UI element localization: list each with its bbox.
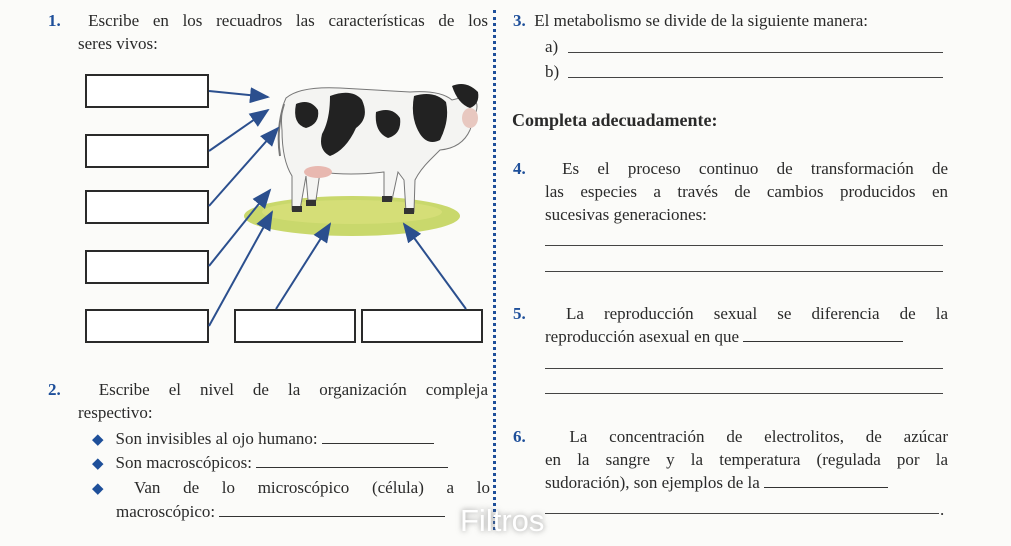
q5-line2: reproducción asexual en que (545, 327, 739, 346)
q6-blank-inline[interactable] (764, 473, 888, 488)
q4-line1: Es el proceso continuo de transformación de (562, 159, 948, 178)
q5-blank-1[interactable] (545, 368, 943, 369)
q3-option-a (545, 35, 558, 58)
q3-option-b (545, 60, 559, 83)
arrow-7 (404, 224, 466, 309)
q2-bullet-3 (92, 476, 490, 501)
column-divider (493, 10, 496, 530)
q6-blank-1[interactable] (545, 513, 939, 514)
grass-highlight (262, 200, 442, 224)
q4-line3: sucesivas generaciones: (545, 205, 707, 224)
q5-blank-inline[interactable] (743, 327, 903, 342)
q2-bullet-3-text: Van de lo microscópico (célula) a lo (133, 478, 490, 497)
q3-line: El metabolismo se divide de la siguiente manera: (534, 11, 869, 30)
q2-line2: respectivo: (78, 403, 153, 422)
q6-line2: en la sangre y la temperatura (regulada por la (545, 450, 948, 469)
q6-line3: sudoración), son ejemplos de la (545, 473, 760, 492)
q5-number: 5. (513, 304, 526, 323)
q4-blank-2[interactable] (545, 271, 943, 272)
q4-text (513, 157, 948, 226)
q5-line1: La reproducción sexual se diferencia de la (565, 304, 949, 323)
q6-line1: La concentración de electrolitos, de azúcar (569, 427, 949, 446)
q2-text (48, 378, 488, 424)
q1-number: 1. (48, 11, 61, 30)
arrow-4 (209, 190, 270, 266)
diamond-bullet-icon: ◆ (92, 456, 104, 472)
arrow-2 (209, 110, 268, 151)
q2-bullet-3-cont (116, 500, 496, 523)
q4-line2: las especies a través de cambios producidos en (545, 182, 948, 201)
q4-number: 4. (513, 159, 526, 178)
q5-blank-2[interactable] (545, 393, 943, 394)
q3-number: 3. (513, 11, 526, 30)
arrow-6 (276, 224, 330, 309)
q2-number: 2. (48, 380, 61, 399)
q3-b-blank[interactable] (568, 77, 943, 78)
q6-end: . (940, 500, 945, 519)
arrow-1 (209, 91, 268, 97)
q2-bullet-1-text: Son invisibles al ojo humano: (115, 429, 318, 448)
diamond-bullet-icon: ◆ (92, 481, 122, 497)
q1-line2: seres vivos: (78, 34, 158, 53)
q2-bullet-3-cont-text: macroscópico: (116, 502, 216, 521)
q5-text (513, 302, 948, 348)
q2-bullet-2-text: Son macroscópicos: (115, 453, 252, 472)
q3-b-label: b) (545, 62, 560, 81)
q1-line1: Escribe en los recuadros las características de los (88, 11, 489, 30)
q3-a-blank[interactable] (568, 52, 943, 53)
q2-blank-3[interactable] (219, 502, 445, 517)
arrow-5 (209, 212, 272, 326)
filtros-overlay-button[interactable]: Filtros (460, 503, 545, 538)
q2-line1: Escribe el nivel de la organización compleja (98, 380, 489, 399)
q2-bullet-1 (92, 427, 492, 452)
q2-bullet-2 (92, 451, 492, 476)
q4-blank-1[interactable] (545, 245, 943, 246)
section-heading: Completa adecuadamente: (512, 110, 718, 130)
diamond-bullet-icon: ◆ (92, 432, 104, 448)
q6-text (513, 425, 948, 494)
q3-a-label: a) (545, 37, 559, 56)
q3-text (513, 9, 953, 32)
q2-blank-1[interactable] (322, 429, 434, 444)
q6-number: 6. (513, 427, 526, 446)
cow-icon (279, 84, 479, 214)
q2-blank-2[interactable] (256, 453, 448, 468)
